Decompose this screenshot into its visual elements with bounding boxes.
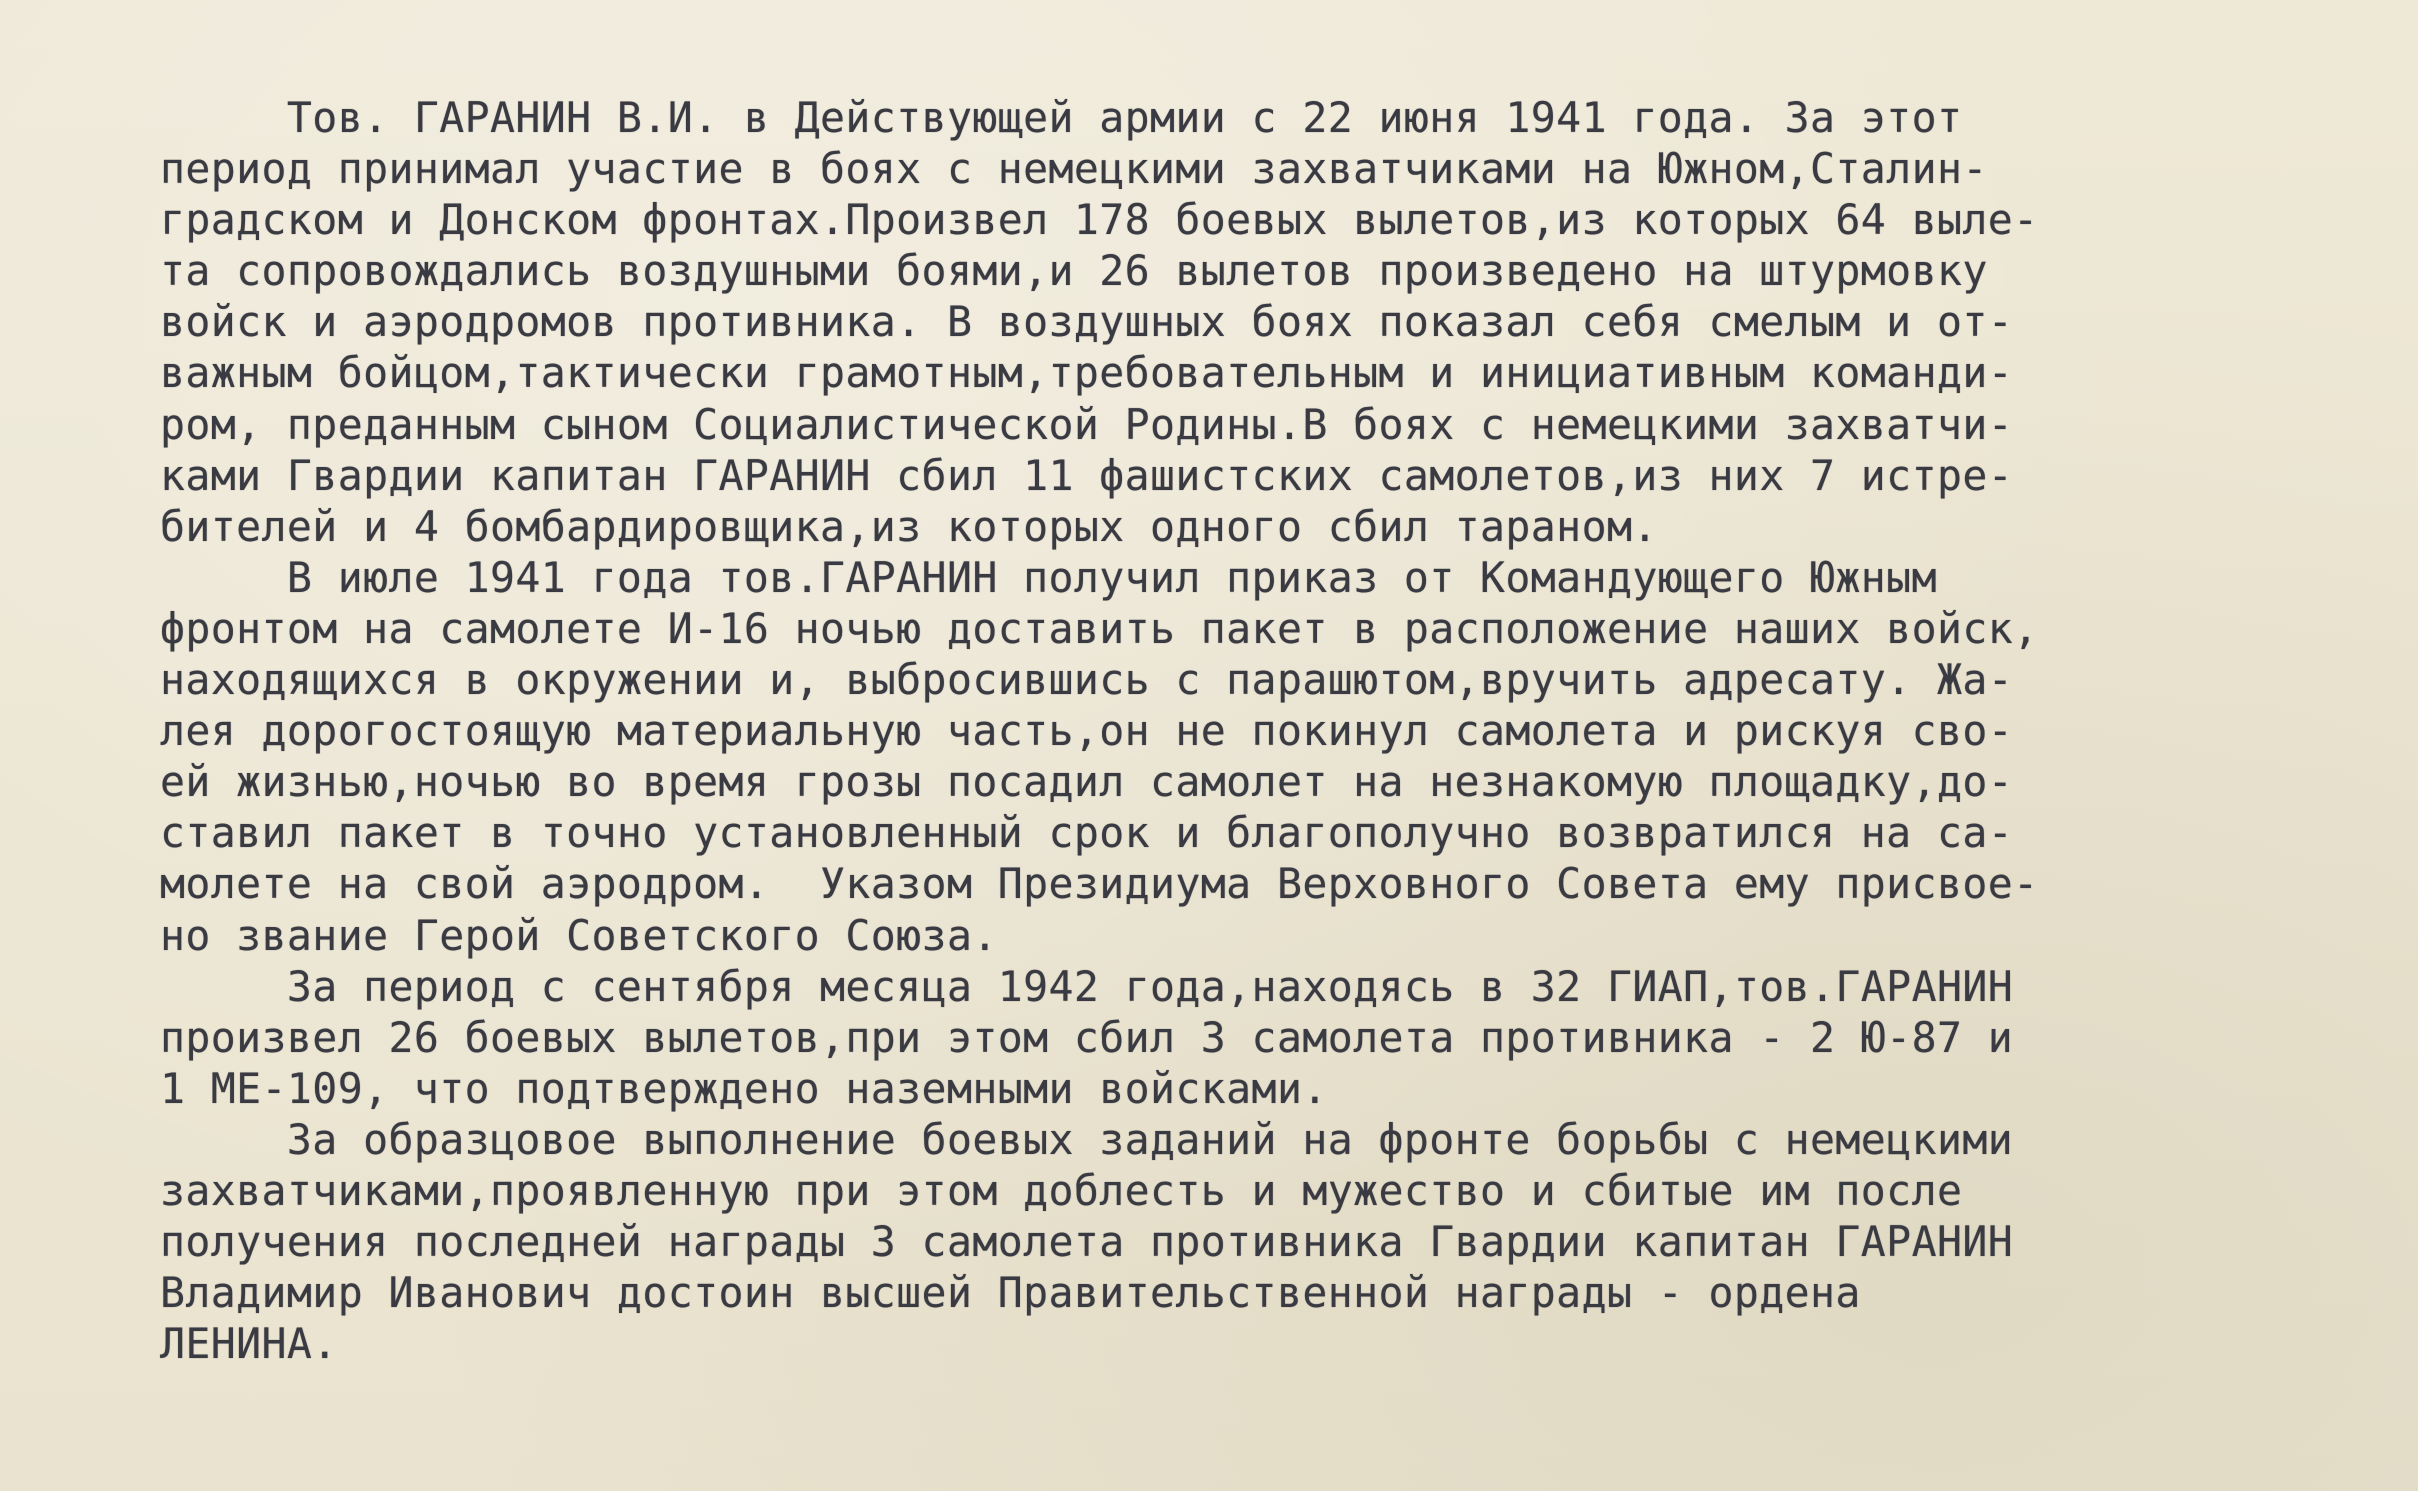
award-citation-text bbox=[160, 92, 2360, 1369]
text-line: та сопровождались воздушными боями,и 26 вылетов произведено на штурмовку bbox=[160, 246, 1988, 296]
text-line: За период с сентября месяца 1942 года,находясь в 32 ГИАП,тов.ГАРАНИН bbox=[160, 961, 2014, 1011]
text-line: молете на свой аэродром. Указом Президиума Верховного Совета ему присвое- bbox=[160, 859, 2039, 909]
text-line: захватчиками,проявленную при этом доблесть и мужество и сбитые им после bbox=[160, 1165, 1963, 1215]
text-line: Владимир Иванович достоин высшей Правительственной награды - ордена bbox=[160, 1268, 1861, 1318]
text-line: За образцовое выполнение боевых заданий на фронте борьбы с немецкими bbox=[160, 1114, 2014, 1164]
text-line: находящихся в окружении и, выбросившись с парашютом,вручить адресату. Жа- bbox=[160, 655, 2014, 705]
text-line: фронтом на самолете И-16 ночью доставить пакет в расположение наших войск, bbox=[160, 603, 2039, 653]
text-line: войск и аэродромов противника. В воздушных боях показал себя смелым и от- bbox=[160, 297, 2014, 347]
text-line: 1 МЕ-109, что подтверждено наземными войсками. bbox=[160, 1063, 1328, 1113]
text-line: бителей и 4 бомбардировщика,из которых одного сбил тараном. bbox=[160, 501, 1658, 551]
text-line: получения последней награды 3 самолета противника Гвардии капитан ГАРАНИН bbox=[160, 1217, 2014, 1267]
text-line: лея дорогостоящую материальную часть,он не покинул самолета и рискуя сво- bbox=[160, 706, 2014, 756]
text-line: но звание Герой Советского Союза. bbox=[160, 910, 998, 960]
text-line: период принимал участие в боях с немецкими захватчиками на Южном,Сталин- bbox=[160, 144, 1988, 194]
text-line: градском и Донском фронтах.Произвел 178 боевых вылетов,из которых 64 выле- bbox=[160, 195, 2039, 245]
text-line: ром, преданным сыном Социалистической Родины.В боях с немецкими захватчи- bbox=[160, 399, 2014, 449]
text-line: ками Гвардии капитан ГАРАНИН сбил 11 фашистских самолетов,из них 7 истре- bbox=[160, 450, 2014, 500]
text-line: важным бойцом,тактически грамотным,требовательным и инициативным команди- bbox=[160, 348, 2014, 398]
text-line: Тов. ГАРАНИН В.И. в Действующей армии с 22 июня 1941 года. За этот bbox=[160, 93, 1963, 142]
text-line: ЛЕНИНА. bbox=[160, 1319, 338, 1369]
text-line: произвел 26 боевых вылетов,при этом сбил 3 самолета противника - 2 Ю-87 и bbox=[160, 1012, 2014, 1062]
text-line: ставил пакет в точно установленный срок и благополучно возвратился на са- bbox=[160, 808, 2014, 858]
text-line: ей жизнью,ночью во время грозы посадил самолет на незнакомую площадку,до- bbox=[160, 757, 2014, 807]
text-line: В июле 1941 года тов.ГАРАНИН получил приказ от Командующего Южным bbox=[160, 552, 1937, 602]
